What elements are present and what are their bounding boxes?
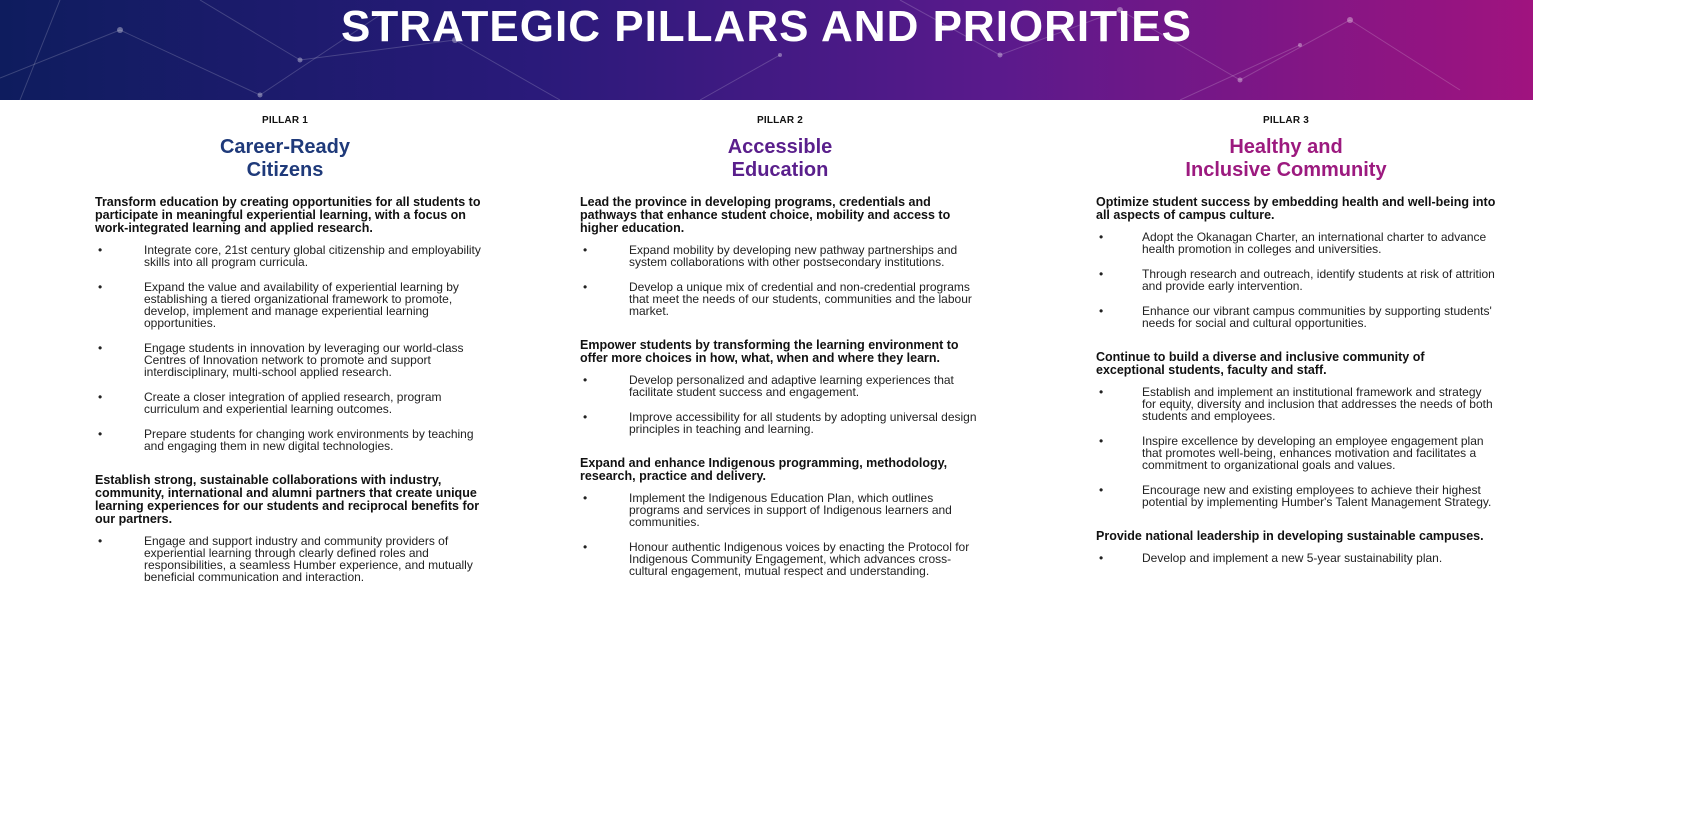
pillar-2-section-2-list [580,374,980,435]
pillar-2-section-2-heading: Empower students by transforming the learning environment to offer more choices in how, what, when and where they learn. [580,338,959,365]
list-item [1096,305,1496,329]
list-item-text: Implement the Indigenous Education Plan, which outlines programs and services in support of Indigenous learners and communities. [629,491,952,529]
bullet-icon: • [98,427,103,441]
bullet-icon: • [583,373,588,387]
pillar-2-section-3-heading: Expand and enhance Indigenous programming, methodology, research, practice and delivery. [580,456,948,483]
list-item-text: Expand mobility by developing new pathway partnerships and system collaborations with other postsecondary institutions. [629,243,958,269]
bullet-icon: • [1099,434,1104,448]
pillar-3-title [1076,136,1496,196]
list-item-text: Develop a unique mix of credential and non-credential programs that meet the needs of our students, communities and the labour market. [629,280,972,318]
list-item [580,244,980,268]
bullet-icon: • [583,410,588,424]
list-item-text: Establish and implement an institutional framework and strategy for equity, diversity and inclusion that addresses the needs of both students and employees. [1142,385,1493,423]
pillar-3-label: PILLAR 3 [1262,115,1310,126]
list-item-text: Prepare students for changing work environments by teaching and engaging them in new digital technologies. [144,427,474,453]
list-item-text: Enhance our vibrant campus communities by supporting students' needs for social and cultural opportunities. [1142,304,1492,330]
pillar-3-section-3-list [1096,552,1496,564]
list-item [1096,484,1496,508]
list-item-text: Honour authentic Indigenous voices by enacting the Protocol for Indigenous Community Engagement, which advances cross-cultural engagement, mutual respect and understanding. [629,540,970,578]
pillar-1-column [95,110,495,599]
list-item [580,411,980,435]
bullet-icon: • [1099,304,1104,318]
header-banner [0,0,1533,100]
list-item [1096,268,1496,292]
list-item [580,541,980,577]
pillar-2-column [580,110,980,593]
page-title: STRATEGIC PILLARS AND PRIORITIES [341,2,1192,51]
list-item [95,391,495,415]
bullet-icon: • [1099,267,1104,281]
pillar-3-section-2-heading: Continue to build a diverse and inclusive community of exceptional students, faculty and staff. [1096,350,1425,377]
list-item-text: Improve accessibility for all students by adopting universal design principles in teaching and learning. [629,410,977,436]
list-item-text: Create a closer integration of applied research, program curriculum and experiential learning outcomes. [144,390,442,416]
pillar-3-section-1-heading: Optimize student success by embedding health and well-being into all aspects of campus culture. [1096,195,1496,222]
pillar-3-section-3-heading: Provide national leadership in developing sustainable campuses. [1096,529,1484,543]
pillar-1-section-1-list [95,244,495,452]
list-item-text: Expand the value and availability of experiential learning by establishing a tiered organizational framework to promote, develop, implement and manage experiential learning opportunities. [144,280,459,330]
bullet-icon: • [98,280,103,294]
pillar-1-title [75,136,495,196]
bullet-icon: • [583,243,588,257]
list-item-text: Engage students in innovation by leveraging our world-class Centres of Innovation network to promote and support interdisciplinary, multi-school applied research. [144,341,464,379]
pillar-2-section-3-list [580,492,980,577]
pillar-3-title-line-2: Inclusive Community [1185,159,1387,181]
list-item [1096,386,1496,422]
bullet-icon: • [583,540,588,554]
list-item-text: Encourage new and existing employees to achieve their highest potential by implementing Humber's Talent Management Strategy. [1142,483,1492,509]
list-item-text: Adopt the Okanagan Charter, an international charter to advance health promotion in colleges and universities. [1142,230,1487,256]
pillar-1-title-line-1: Career-Ready [219,136,351,158]
pillar-2-title [580,136,980,196]
pillar-2-label: PILLAR 2 [756,115,804,126]
pillar-1-section-1-heading: Transform education by creating opportunities for all students to participate in meaningful experiential learning, with a focus on work-integrated learning and applied research. [95,195,481,235]
pillar-2-section-1-list [580,244,980,317]
bullet-icon: • [98,243,103,257]
pillar-1-section-2-heading: Establish strong, sustainable collaborations with industry, community, international and alumni partners that create unique learning experiences for our students and reciprocal benefits for our partners. [95,473,480,526]
list-item [1096,435,1496,471]
bullet-icon: • [98,390,103,404]
bullet-icon: • [98,534,103,548]
list-item-text: Integrate core, 21st century global citizenship and employability skills into all program curricula. [144,243,481,269]
list-item [95,342,495,378]
list-item [95,244,495,268]
bullet-icon: • [1099,230,1104,244]
pillar-3-column [1096,110,1496,580]
list-item-text: Inspire excellence by developing an employee engagement plan that promotes well-being, enhances motivation and facilitates a commitment to organizational goals and values. [1142,434,1484,472]
bullet-icon: • [1099,483,1104,497]
pillar-3-section-2-list [1096,386,1496,508]
list-item [95,281,495,329]
list-item [95,428,495,452]
list-item-text: Develop personalized and adaptive learning experiences that facilitate student success and engagement. [629,373,954,399]
list-item [580,374,980,398]
pillar-1-label: PILLAR 1 [261,115,309,126]
pillar-1-title-line-2: Citizens [246,159,324,181]
pillar-1-section-2-list [95,535,495,583]
pillar-2-title-line-1: Accessible [727,136,833,158]
bullet-icon: • [583,280,588,294]
pillar-2-section-1-heading: Lead the province in developing programs, credentials and pathways that enhance student choice, mobility and access to higher education. [580,195,951,235]
list-item [95,535,495,583]
pillar-2-title-line-2: Education [731,159,829,181]
bullet-icon: • [583,491,588,505]
list-item [580,281,980,317]
pillar-3-section-1-list [1096,231,1496,329]
pillar-3-title-line-1: Healthy and [1229,136,1343,158]
bullet-icon: • [98,341,103,355]
bullet-icon: • [1099,385,1104,399]
list-item [1096,552,1496,564]
list-item [1096,231,1496,255]
list-item-text: Develop and implement a new 5-year sustainability plan. [1142,551,1443,565]
list-item-text: Engage and support industry and community providers of experiential learning through clearly defined roles and responsibilities, a seamless Humber experience, and mutually beneficial communication and interaction. [144,534,473,584]
list-item [580,492,980,528]
list-item-text: Through research and outreach, identify students at risk of attrition and provide early intervention. [1142,267,1495,293]
bullet-icon: • [1099,551,1104,565]
